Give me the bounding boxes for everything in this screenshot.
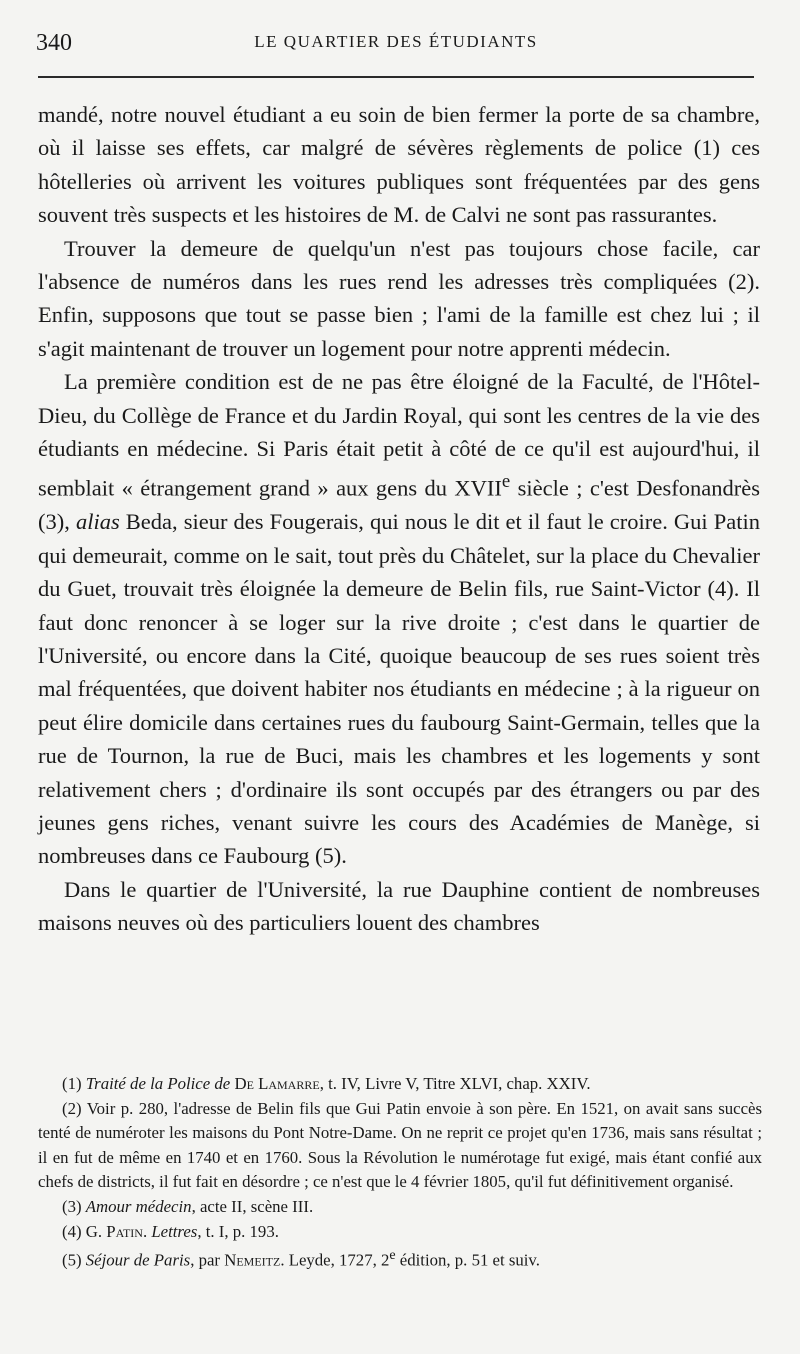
italic-term: alias <box>75 509 120 535</box>
footnotes <box>38 1072 762 1273</box>
running-title: LE QUARTIER DES ÉTUDIANTS <box>254 32 538 51</box>
page-number: 340 <box>36 30 72 56</box>
paragraph-2: Trouver la demeure de quelqu'un n'est pas toujours chose facile, car l'absence de numéros dans les rues rend les adresses très compliquées (2). Enfin, supposons que tout se passe bien ; l'ami de la famille est chez lui ; il s'agit maintenant de trouver un logement pour notre apprenti médecin. <box>38 235 760 361</box>
header-rule <box>38 76 754 78</box>
paragraph-1: mandé, notre nouvel étudiant a eu soin de bien fermer la porte de sa chambre, où il laisse ses effets, car malgré de sévères règlements de police (1) ces hôtelleries où arrivent les voitures publiques sont fréquentées par des gens souvent très suspects et les histoires de M. de Calvi ne sont pas rassurantes. <box>38 102 760 228</box>
paragraph-3: La première condition est de ne pas être éloigné de la Faculté, de l'Hôtel-Dieu, du Collège de France et du Jardin Royal, qui sont les centres de la vie des étudiants en médecine. Si Paris était petit à côté de ce qu'il est aujourd'hui, il semblait « étrangement grand » aux gens du XVIIe siècle ; c'est Desfonandrès (3), alias Beda, sieur des Fougerais, qui nous le dit et il faut le croire. Gui Patin qui demeurait, comme on le sait, tout près du Châtelet, sur la place du Chevalier du Guet, trouvait très éloignée la demeure de Belin fils, rue Saint-Victor (4). Il faut donc renoncer à se loger sur la rive droite ; c'est dans le quartier de l'Université, ou encore dans la Cité, quoique beaucoup de ses rues soient très mal fréquentées, que doivent habiter nos étudiants en médecine ; à la rigueur on peut élire domicile dans certaines rues du faubourg Saint-Germain, telles que la rue de Tournon, la rue de Buci, mais les chambres et les logements y sont relativement chers ; d'ordinaire ils sont occupés par des étrangers ou par des jeunes gens riches, venant suivre les cours des Académies de Manège, si nombreuses dans ce Faubourg (5). <box>38 369 760 869</box>
paragraph-4: Dans le quartier de l'Université, la rue Dauphine contient de nombreuses maisons neuves où des particuliers louent des chambres <box>38 876 760 936</box>
page-header <box>36 28 756 64</box>
footnote-4: (4) G. Patin. Lettres, t. I, p. 193. <box>62 1221 279 1241</box>
footnote-5: (5) Séjour de Paris, par Nemeitz. Leyde, 1727, 2e édition, p. 51 et suiv. <box>62 1248 540 1270</box>
body-text <box>38 98 760 940</box>
footnote-2: (2) Voir p. 280, l'adresse de Belin fils que Gui Patin envoie à son père. En 1521, on avait sans succès tenté de numéroter les maisons du Pont Notre-Dame. On ne reprit ce projet qu'en 1736, mais sans résultat ; il en fut de même en 1740 et en 1760. Sous la Révolution le numérotage fut exigé, mais étant confié aux chefs de districts, il fut fait en désordre ; ce n'est que le 4 février 1805, qu'il fut définitivement organisé. <box>38 1098 763 1192</box>
footnote-3: (3) Amour médecin, acte II, scène III. <box>62 1196 314 1216</box>
footnote-1: (1) Traité de la Police de De Lamarre, t. IV, Livre V, Titre XLVI, chap. XXIV. <box>62 1074 591 1093</box>
superscript: e <box>501 471 511 493</box>
